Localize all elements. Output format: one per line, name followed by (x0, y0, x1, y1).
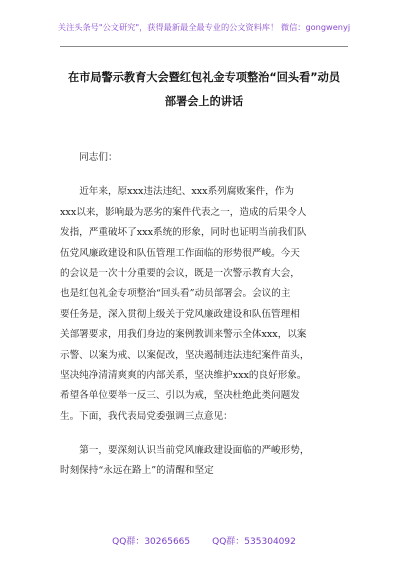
salutation-text: 同志们： (79, 152, 118, 163)
document-title (60, 66, 348, 114)
footer (0, 536, 408, 548)
paragraph-line: 关部署要求，用我们身边的案例教训来警示全体xxx，以案 (60, 329, 307, 341)
header-divider (60, 46, 348, 47)
paragraph-line: 第一，要深刻认识当前党风廉政建设面临的严峻形势， (79, 445, 310, 457)
paragraph-line: 坚决纯净清清爽爽的内部关系，坚决维护xxx的良好形象。 (60, 369, 307, 381)
paragraph-2 (60, 441, 348, 482)
paragraph-line: 的会议是一次十分重要的会议，既是一次警示教育大会， (60, 267, 300, 279)
header-note: 关注头条号"公文研究"，获得最新最全最专业的公文资料库！ 微信：gongwenyj (57, 22, 351, 32)
salutation (60, 148, 348, 168)
paragraph-line: 示警、以案为戒、以案促改，坚决遏制违法违纪案件苗头， (60, 349, 310, 361)
paragraph-line: 时刻保持“永远在路上”的清醒和坚定 (60, 465, 214, 477)
title-line-2: 部署会上的讲话 (164, 95, 244, 108)
paragraph-line: 生。下面，我代表局党委强调三点意见： (60, 410, 233, 422)
paragraph-line: 要任务是，深入贯彻上级关于党风廉政建设和队伍管理相 (60, 308, 300, 320)
footer-qq-group-1: QQ群：30265665 (112, 537, 191, 547)
footer-qq-group-2: QQ群：535304092 (212, 537, 296, 547)
paragraph-line: 发指，严重破坏了xxx系统的形象，同时也证明当前我们队 (60, 227, 307, 239)
paragraph-1 (60, 182, 348, 427)
paragraph-line: 伍党风廉政建设和队伍管理工作面临的形势很严峻。今天 (60, 247, 300, 259)
paragraph-line: 也是红包礼金专项整治“回头看”动员部署会。会议的主 (60, 288, 291, 300)
title-line-1: 在市局警示教育大会暨红包礼金专项整治“回头看”动员 (67, 71, 341, 84)
paragraph-line: 近年来，原xxx违法违纪、xxx系列腐败案件，作为 (79, 186, 294, 198)
document-body (60, 148, 348, 482)
paragraph-line: xxx以来，影响最为恶劣的案件代表之一，造成的后果令人 (60, 206, 307, 218)
paragraph-line: 希望各单位要举一反三、引以为戒，坚决杜绝此类问题发 (60, 390, 300, 402)
